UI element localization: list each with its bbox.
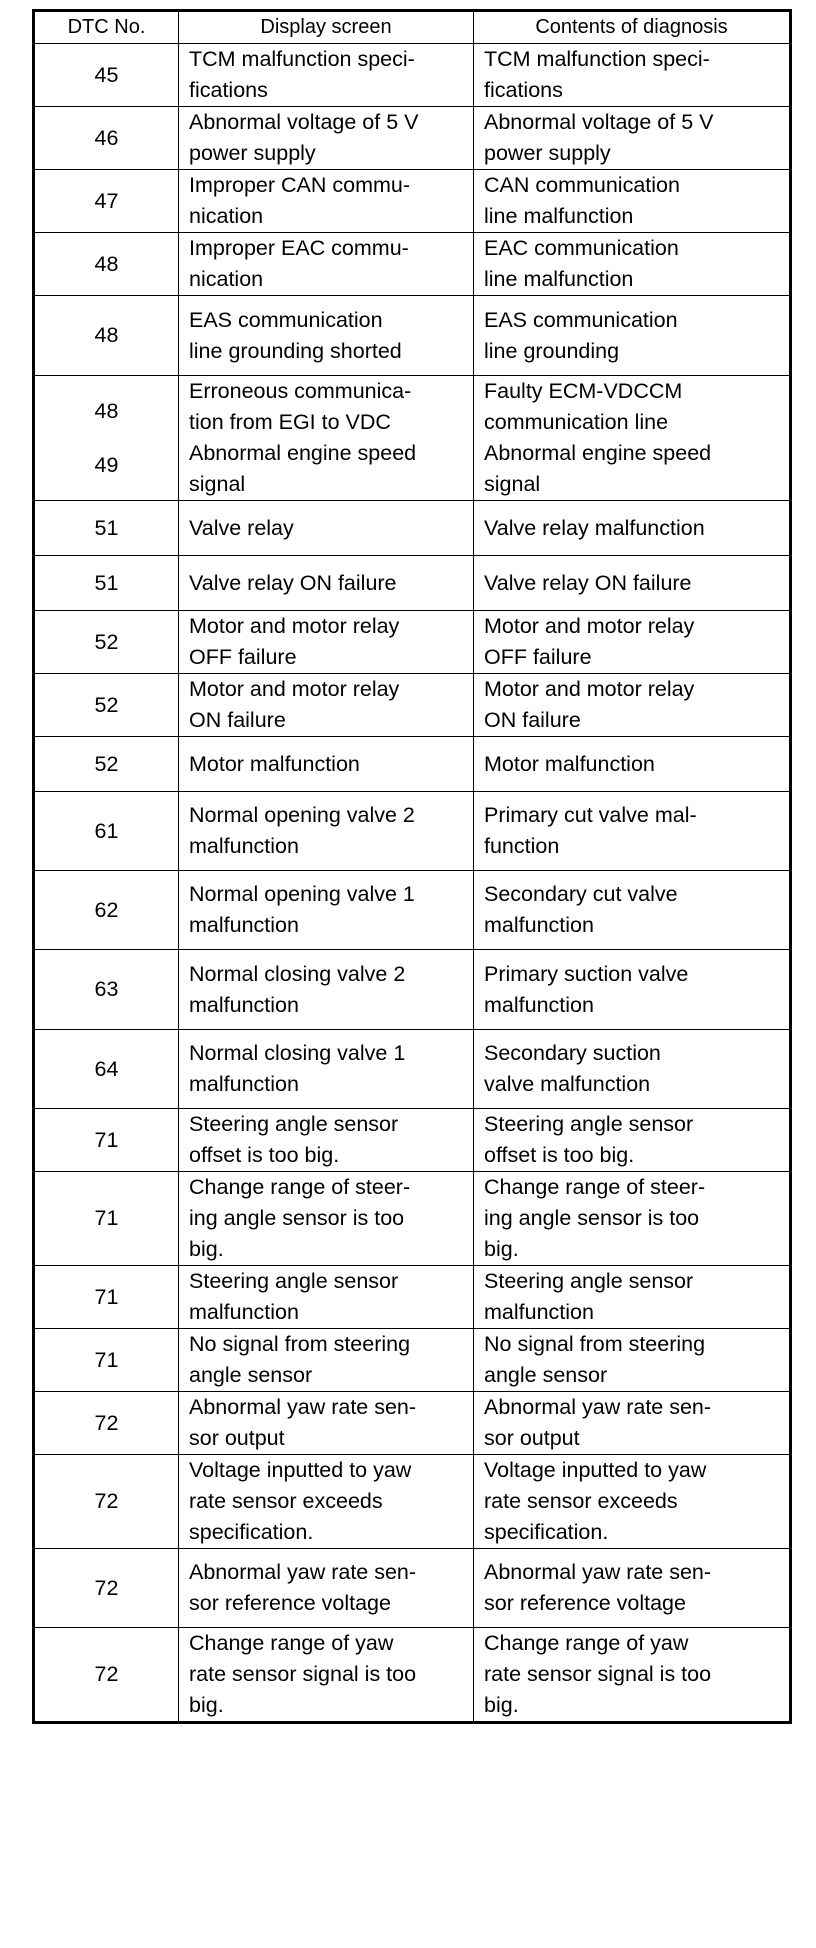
cell-line: Secondary suction [484, 1041, 661, 1065]
cell-line: rate sensor exceeds [189, 1489, 383, 1513]
dtc-cell: 72 [34, 1392, 179, 1455]
table-header-row [34, 11, 791, 44]
cell-line: big. [189, 1237, 224, 1261]
cell-line: line grounding shorted [189, 338, 402, 363]
cell-line: Valve relay ON failure [189, 570, 397, 595]
cell-line: nication [189, 267, 264, 291]
dtc-cell: 52 [34, 674, 179, 737]
contents-cell [474, 233, 791, 296]
cell-line: Primary suction valve [484, 961, 689, 986]
cell-line: tion from EGI to VDC [189, 410, 391, 434]
table-row [34, 1628, 791, 1723]
display-screen-cell [179, 170, 474, 233]
cell-line: ON failure [189, 708, 286, 732]
dtc-cell: 51 [34, 501, 179, 556]
table-row [34, 871, 791, 950]
cell-line: Valve relay malfunction [484, 515, 705, 540]
cell-line: OFF failure [484, 645, 592, 669]
display-screen-cell [179, 44, 474, 107]
cell-line: malfunction [189, 1300, 299, 1324]
cell-line: Motor and motor relay [189, 677, 400, 701]
table-row [34, 233, 791, 296]
table-row [34, 1549, 791, 1628]
cell-line: valve malfunction [484, 1072, 651, 1096]
cell-line: line grounding [484, 338, 620, 363]
cell-line: sor output [484, 1426, 580, 1450]
contents-cell [474, 556, 791, 611]
contents-cell [474, 501, 791, 556]
cell-line: Abnormal yaw rate sen- [189, 1395, 417, 1419]
cell-line: malfunction [484, 913, 594, 937]
dtc-cell: 62 [34, 871, 179, 950]
dtc-cell: 45 [34, 44, 179, 107]
cell-line: malfunction [189, 913, 299, 937]
merged-cell-stack [35, 384, 178, 492]
cell-line: malfunction [189, 992, 299, 1017]
cell-line: Abnormal voltage of 5 V [189, 110, 419, 134]
table-row [34, 107, 791, 170]
cell-line: Improper CAN commu- [189, 173, 411, 197]
cell-line: EAC communication [484, 236, 679, 260]
table-row [34, 296, 791, 376]
cell-line: function [484, 834, 560, 858]
header-dtc-no: DTC No. [34, 11, 179, 44]
contents-cell [474, 1549, 791, 1628]
dtc-cell: 64 [34, 1030, 179, 1109]
display-screen-cell [179, 107, 474, 170]
cell-line: Voltage inputted to yaw [484, 1458, 707, 1482]
cell-line: Steering angle sensor [189, 1112, 399, 1136]
cell-line: Normal closing valve 1 [189, 1041, 406, 1065]
cell-line: sor output [189, 1426, 285, 1450]
cell-line: Abnormal engine speed [484, 441, 712, 465]
cell-line: EAS communication [189, 307, 383, 332]
cell-line: Erroneous communica- [189, 379, 412, 403]
cell-line: Motor malfunction [484, 751, 655, 776]
display-screen-cell [179, 296, 474, 376]
table-row [34, 1455, 791, 1549]
table-row [34, 1172, 791, 1266]
cell-line: sor reference voltage [189, 1591, 391, 1615]
display-screen-cell [179, 1266, 474, 1329]
cell-line: power supply [484, 141, 611, 165]
contents-cell [474, 1455, 791, 1549]
cell-line: ing angle sensor is too [189, 1206, 405, 1230]
cell-line: offset is too big. [189, 1143, 340, 1167]
cell-line: specification. [484, 1520, 609, 1544]
contents-cell [474, 674, 791, 737]
cell-line: EAS communication [484, 307, 678, 332]
contents-cell [474, 107, 791, 170]
display-screen-cell [179, 674, 474, 737]
contents-cell [474, 170, 791, 233]
display-screen-cell [179, 1030, 474, 1109]
cell-line: big. [484, 1693, 519, 1717]
cell-line: Change range of steer- [484, 1175, 706, 1199]
dtc-cell: 72 [34, 1455, 179, 1549]
contents-cell [474, 950, 791, 1030]
cell-line: Voltage inputted to yaw [189, 1458, 412, 1482]
cell-line: rate sensor exceeds [484, 1489, 678, 1513]
dtc-cell: 46 [34, 107, 179, 170]
cell-line: No signal from steering [189, 1332, 411, 1356]
merged-sub-entry [189, 438, 469, 500]
table-row [34, 1329, 791, 1392]
table-row [34, 556, 791, 611]
dtc-cell: 72 [34, 1628, 179, 1723]
display-screen-cell [179, 1549, 474, 1628]
dtc-cell: 51 [34, 556, 179, 611]
table-row [34, 1030, 791, 1109]
header-contents-of-diagnosis: Contents of diagnosis [474, 11, 791, 44]
cell-line: OFF failure [189, 645, 297, 669]
cell-line: angle sensor [189, 1363, 313, 1387]
display-screen-cell [179, 501, 474, 556]
cell-line: malfunction [189, 1072, 299, 1096]
table-row [34, 737, 791, 792]
merged-sub-entry [484, 438, 785, 500]
dtc-cell: 61 [34, 792, 179, 871]
contents-cell [474, 871, 791, 950]
cell-line: Abnormal yaw rate sen- [484, 1395, 712, 1419]
cell-line: Motor and motor relay [189, 614, 400, 638]
cell-line: Faulty ECM-VDCCM [484, 379, 683, 403]
cell-line: Motor and motor relay [484, 677, 695, 701]
cell-line: communication line [484, 410, 669, 434]
contents-cell [474, 1172, 791, 1266]
contents-cell [474, 376, 791, 501]
cell-line: Normal opening valve 1 [189, 882, 415, 906]
dtc-table [32, 9, 792, 1724]
table-body [34, 44, 791, 1723]
display-screen-cell [179, 792, 474, 871]
merged-sub-entry: 49 [94, 453, 119, 477]
display-screen-cell [179, 1329, 474, 1392]
cell-line: Improper EAC commu- [189, 236, 409, 260]
cell-line: Valve relay [189, 515, 294, 540]
cell-line: Abnormal engine speed [189, 441, 417, 465]
cell-line: malfunction [484, 1300, 594, 1324]
table-row [34, 44, 791, 107]
dtc-cell: 71 [34, 1109, 179, 1172]
cell-line: Motor malfunction [189, 751, 360, 776]
cell-line: Change range of yaw [484, 1631, 689, 1655]
cell-line: Secondary cut valve [484, 882, 678, 906]
cell-line: big. [189, 1693, 224, 1717]
cell-line: offset is too big. [484, 1143, 635, 1167]
display-screen-cell [179, 1172, 474, 1266]
cell-line: signal [189, 472, 246, 496]
cell-line: No signal from steering [484, 1332, 706, 1356]
table-row [34, 376, 791, 501]
table-row [34, 611, 791, 674]
table-row [34, 501, 791, 556]
display-screen-cell [179, 611, 474, 674]
display-screen-cell [179, 1109, 474, 1172]
contents-cell [474, 792, 791, 871]
cell-line: rate sensor signal is too [484, 1662, 712, 1686]
merged-sub-entry: 48 [94, 399, 119, 423]
table-row [34, 1266, 791, 1329]
contents-cell [474, 1329, 791, 1392]
merged-sub-entry [484, 376, 785, 438]
display-screen-cell [179, 1392, 474, 1455]
contents-cell [474, 1030, 791, 1109]
dtc-cell: 47 [34, 170, 179, 233]
merged-cell-stack [484, 376, 785, 500]
dtc-cell: 48 [34, 296, 179, 376]
table-row [34, 1392, 791, 1455]
dtc-cell: 71 [34, 1172, 179, 1266]
table-row [34, 792, 791, 871]
merged-cell-stack [189, 376, 469, 500]
merged-sub-entry [189, 376, 469, 438]
contents-cell [474, 1109, 791, 1172]
display-screen-cell [179, 376, 474, 501]
display-screen-cell [179, 233, 474, 296]
cell-line: Change range of steer- [189, 1175, 411, 1199]
display-screen-cell [179, 1628, 474, 1723]
cell-line: malfunction [189, 834, 299, 858]
display-screen-cell [179, 950, 474, 1030]
contents-cell [474, 1266, 791, 1329]
cell-line: Abnormal yaw rate sen- [484, 1560, 712, 1584]
display-screen-cell [179, 556, 474, 611]
dtc-cell: 71 [34, 1266, 179, 1329]
cell-line: ON failure [484, 708, 581, 732]
cell-line: Primary cut valve mal- [484, 803, 697, 827]
cell-line: big. [484, 1237, 519, 1261]
cell-line: line malfunction [484, 204, 634, 228]
cell-line: Normal opening valve 2 [189, 803, 415, 827]
cell-line: TCM malfunction speci- [189, 47, 415, 71]
table-row [34, 950, 791, 1030]
display-screen-cell [179, 871, 474, 950]
cell-line: Normal closing valve 2 [189, 961, 406, 986]
cell-line: power supply [189, 141, 316, 165]
cell-line: Valve relay ON failure [484, 570, 692, 595]
cell-line: Steering angle sensor [189, 1269, 399, 1293]
table-row [34, 674, 791, 737]
cell-line: angle sensor [484, 1363, 608, 1387]
table-row [34, 170, 791, 233]
table-row [34, 1109, 791, 1172]
header-display-screen: Display screen [179, 11, 474, 44]
contents-cell [474, 1628, 791, 1723]
cell-line: malfunction [484, 992, 594, 1017]
display-screen-cell [179, 1455, 474, 1549]
dtc-cell: 48 [34, 233, 179, 296]
dtc-cell: 52 [34, 737, 179, 792]
dtc-cell: 63 [34, 950, 179, 1030]
contents-cell [474, 737, 791, 792]
cell-line: sor reference voltage [484, 1591, 686, 1615]
dtc-cell: 71 [34, 1329, 179, 1392]
contents-cell [474, 611, 791, 674]
display-screen-cell [179, 737, 474, 792]
contents-cell [474, 1392, 791, 1455]
cell-line: nication [189, 204, 264, 228]
contents-cell [474, 296, 791, 376]
cell-line: Steering angle sensor [484, 1112, 694, 1136]
cell-line: Motor and motor relay [484, 614, 695, 638]
dtc-cell: 72 [34, 1549, 179, 1628]
cell-line: Change range of yaw [189, 1631, 394, 1655]
cell-line: line malfunction [484, 267, 634, 291]
cell-line: CAN communication [484, 173, 680, 197]
cell-line: fications [484, 78, 563, 102]
cell-line: Steering angle sensor [484, 1269, 694, 1293]
contents-cell [474, 44, 791, 107]
cell-line: fications [189, 78, 268, 102]
cell-line: TCM malfunction speci- [484, 47, 710, 71]
cell-line: ing angle sensor is too [484, 1206, 700, 1230]
cell-line: rate sensor signal is too [189, 1662, 417, 1686]
dtc-cell [34, 376, 179, 501]
cell-line: Abnormal voltage of 5 V [484, 110, 714, 134]
dtc-cell: 52 [34, 611, 179, 674]
cell-line: signal [484, 472, 541, 496]
cell-line: Abnormal yaw rate sen- [189, 1560, 417, 1584]
cell-line: specification. [189, 1520, 314, 1544]
